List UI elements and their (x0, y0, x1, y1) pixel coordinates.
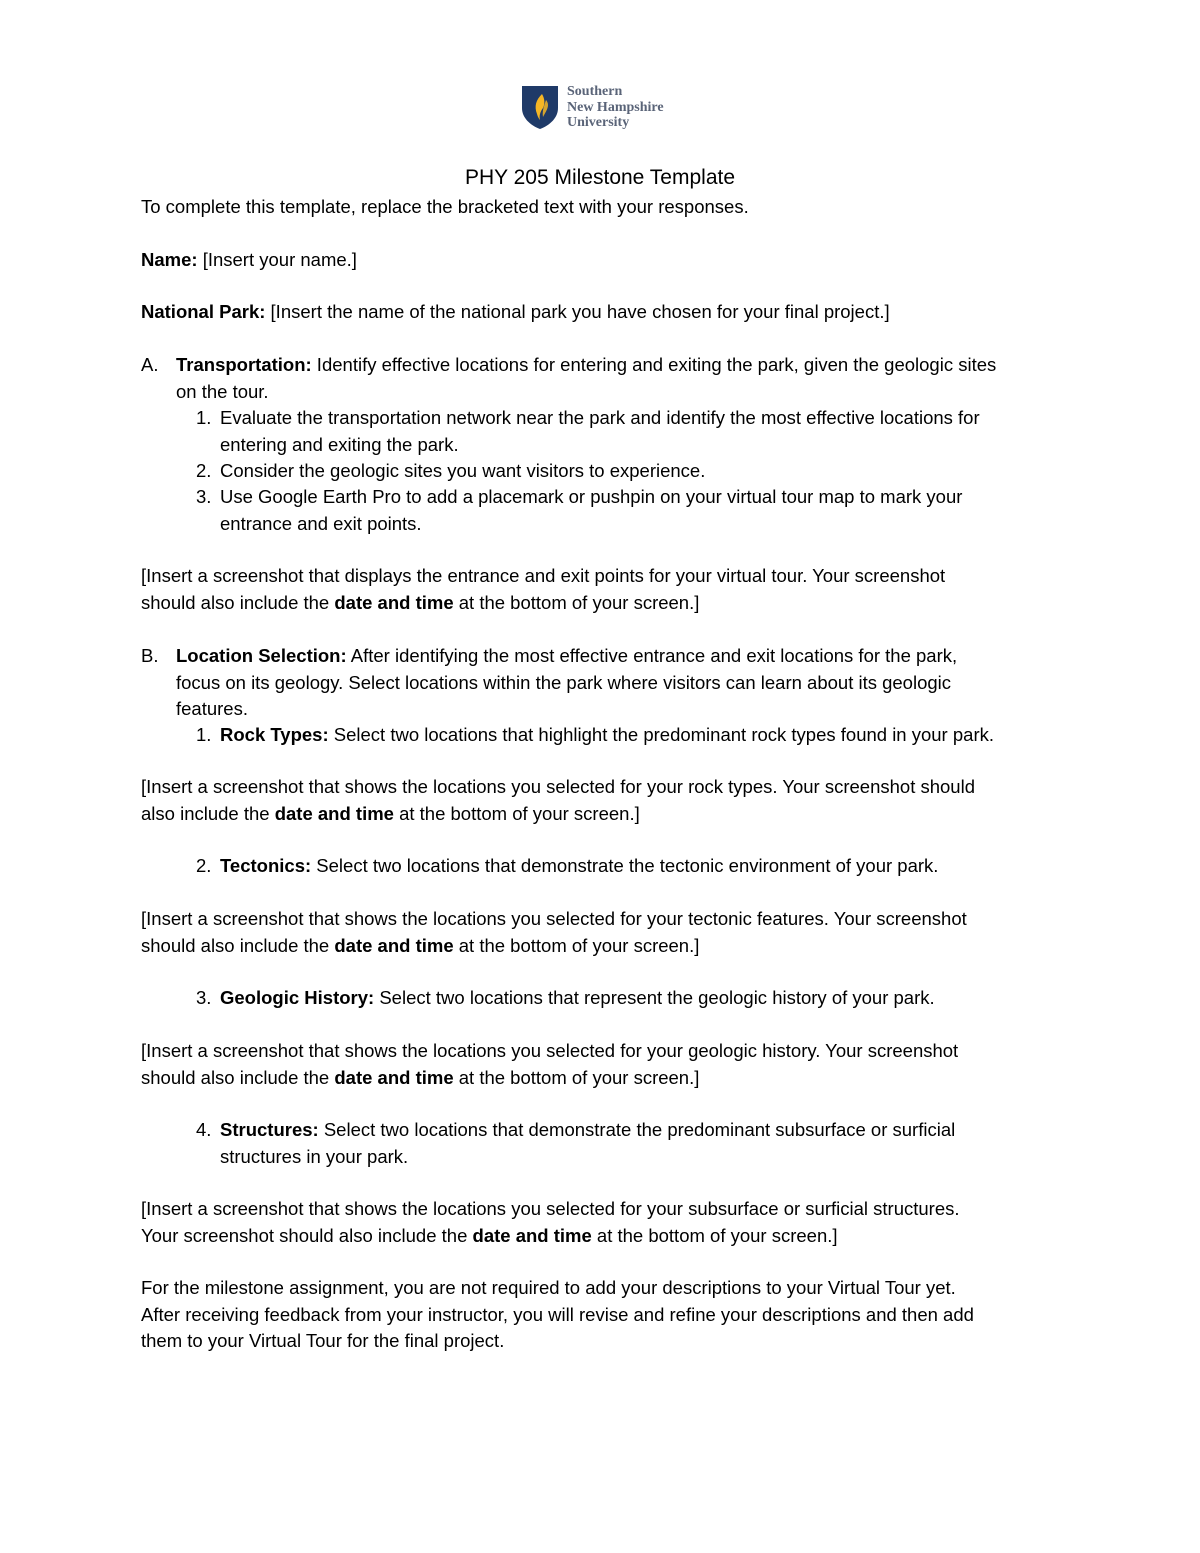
section-a-item-3-line-1: Use Google Earth Pro to add a placemark or pushpin on your virtual tour map to mark your (220, 486, 963, 507)
geologic-history-screenshot-placeholder (141, 1038, 1071, 1091)
section-a-text-1: Identify effective locations for entering and exiting the park, given the geologic sites (311, 354, 997, 375)
section-a-marker: A. (141, 354, 159, 375)
structures-ss-pre: Your screenshot should also include the (141, 1224, 473, 1246)
park-value: [Insert the name of the national park you have chosen for your final project.] (265, 301, 890, 322)
section-a-item-3-num: 3. (196, 486, 212, 507)
structures-ss-post: at the bottom of your screen.] (591, 1224, 838, 1246)
tectonics-ss-post: at the bottom of your screen.] (453, 934, 700, 956)
section-a-ss-pre: should also include the (141, 591, 335, 613)
rock-types-screenshot-placeholder (141, 774, 1071, 827)
name-label: Name: (141, 249, 198, 270)
section-b-heading (176, 643, 957, 723)
structures-screenshot-placeholder (141, 1196, 1071, 1249)
tectonics-ss-pre: should also include the (141, 934, 335, 956)
park-field (141, 299, 1071, 326)
tectonics-item (220, 853, 938, 880)
logo-line-1: Southern (567, 84, 623, 99)
structures-text-2: structures in your park. (220, 1145, 409, 1167)
tectonics-text: Select two locations that demonstrate the tectonic environment of your park. (311, 855, 939, 876)
rock-types-text: Select two locations that highlight the predominant rock types found in your park. (328, 724, 994, 745)
section-a-item-3 (220, 484, 962, 537)
rock-types-item (220, 722, 994, 749)
section-a-item-1-num: 1. (196, 407, 212, 428)
structures-ss-line-1: [Insert a screenshot that shows the locations you selected for your subsurface or surficial structures. (141, 1198, 960, 1219)
rock-types-num: 1. (196, 724, 212, 745)
tectonics-ss-bold: date and time (334, 934, 454, 956)
page-title: PHY 205 Milestone Template (464, 166, 736, 189)
section-a-ss-bold: date and time (334, 591, 454, 613)
geologic-history-item (220, 985, 935, 1012)
logo-line-2: New Hampshire (567, 99, 664, 115)
intro-text: To complete this template, replace the bracketed text with your responses. (141, 196, 749, 217)
section-b-text-1: After identifying the most effective entrance and exit locations for the park, (346, 645, 958, 666)
section-a-ss-line-1: [Insert a screenshot that displays the entrance and exit points for your virtual tour. Your screenshot (141, 565, 946, 586)
park-label: National Park: (141, 301, 266, 322)
structures-label: Structures: (220, 1119, 319, 1140)
shield-flame-icon (520, 84, 560, 130)
closing-line-2: After receiving feedback from your instructor, you will revise and refine your descriptions and then add (141, 1303, 974, 1325)
rock-types-label: Rock Types: (220, 724, 329, 745)
section-b-label: Location Selection: (176, 645, 347, 666)
closing-line-1: For the milestone assignment, you are not required to add your descriptions to your Virtual Tour yet. (141, 1277, 956, 1298)
logo-wordmark (567, 84, 664, 131)
geologic-history-ss-post: at the bottom of your screen.] (453, 1066, 700, 1088)
geologic-history-ss-line-1: [Insert a screenshot that shows the locations you selected for your geologic history. Your screenshot (141, 1040, 959, 1061)
rock-types-ss-pre: also include the (141, 802, 275, 824)
geologic-history-ss-bold: date and time (334, 1066, 454, 1088)
structures-item (220, 1117, 955, 1170)
structures-num: 4. (196, 1119, 212, 1140)
university-logo (520, 84, 690, 134)
geologic-history-num: 3. (196, 987, 212, 1008)
tectonics-screenshot-placeholder (141, 906, 1071, 959)
section-b-marker: B. (141, 645, 159, 666)
structures-ss-bold: date and time (472, 1224, 592, 1246)
section-a-item-2 (220, 458, 705, 485)
name-field (141, 247, 1071, 274)
rock-types-ss-post: at the bottom of your screen.] (393, 802, 640, 824)
rock-types-ss-bold: date and time (274, 802, 394, 824)
section-a-ss-post: at the bottom of your screen.] (453, 591, 700, 613)
closing-line-3: them to your Virtual Tour for the final project. (141, 1330, 505, 1351)
section-a-item-2-line-1: Consider the geologic sites you want visitors to experience. (220, 460, 706, 481)
structures-text: Select two locations that demonstrate the predominant subsurface or surficial (318, 1119, 956, 1140)
section-a-item-3-line-2: entrance and exit points. (220, 512, 422, 534)
section-b-text-3: features. (176, 698, 248, 719)
geologic-history-label: Geologic History: (220, 987, 375, 1008)
tectonics-ss-line-1: [Insert a screenshot that shows the locations you selected for your tectonic features. Your screenshot (141, 908, 967, 929)
name-value: [Insert your name.] (197, 249, 357, 270)
section-a-item-1 (220, 405, 980, 458)
section-a-screenshot-placeholder (141, 563, 1071, 616)
geologic-history-ss-pre: should also include the (141, 1066, 335, 1088)
tectonics-num: 2. (196, 855, 212, 876)
section-a-item-2-num: 2. (196, 460, 212, 481)
section-a-item-1-line-1: Evaluate the transportation network near the park and identify the most effective locations for (220, 407, 980, 428)
section-a-heading (176, 352, 996, 405)
geologic-history-text: Select two locations that represent the geologic history of your park. (374, 987, 935, 1008)
section-b-text-2: focus on its geology. Select locations within the park where visitors can learn about its geologic (176, 671, 952, 693)
section-a-label: Transportation: (176, 354, 312, 375)
rock-types-ss-line-1: [Insert a screenshot that shows the locations you selected for your rock types. Your screenshot should (141, 776, 975, 797)
section-a-item-1-line-2: entering and exiting the park. (220, 433, 459, 455)
tectonics-label: Tectonics: (220, 855, 312, 876)
logo-line-3: University (567, 115, 630, 130)
section-a-text-2: on the tour. (176, 380, 269, 402)
closing-paragraph (141, 1275, 1071, 1355)
